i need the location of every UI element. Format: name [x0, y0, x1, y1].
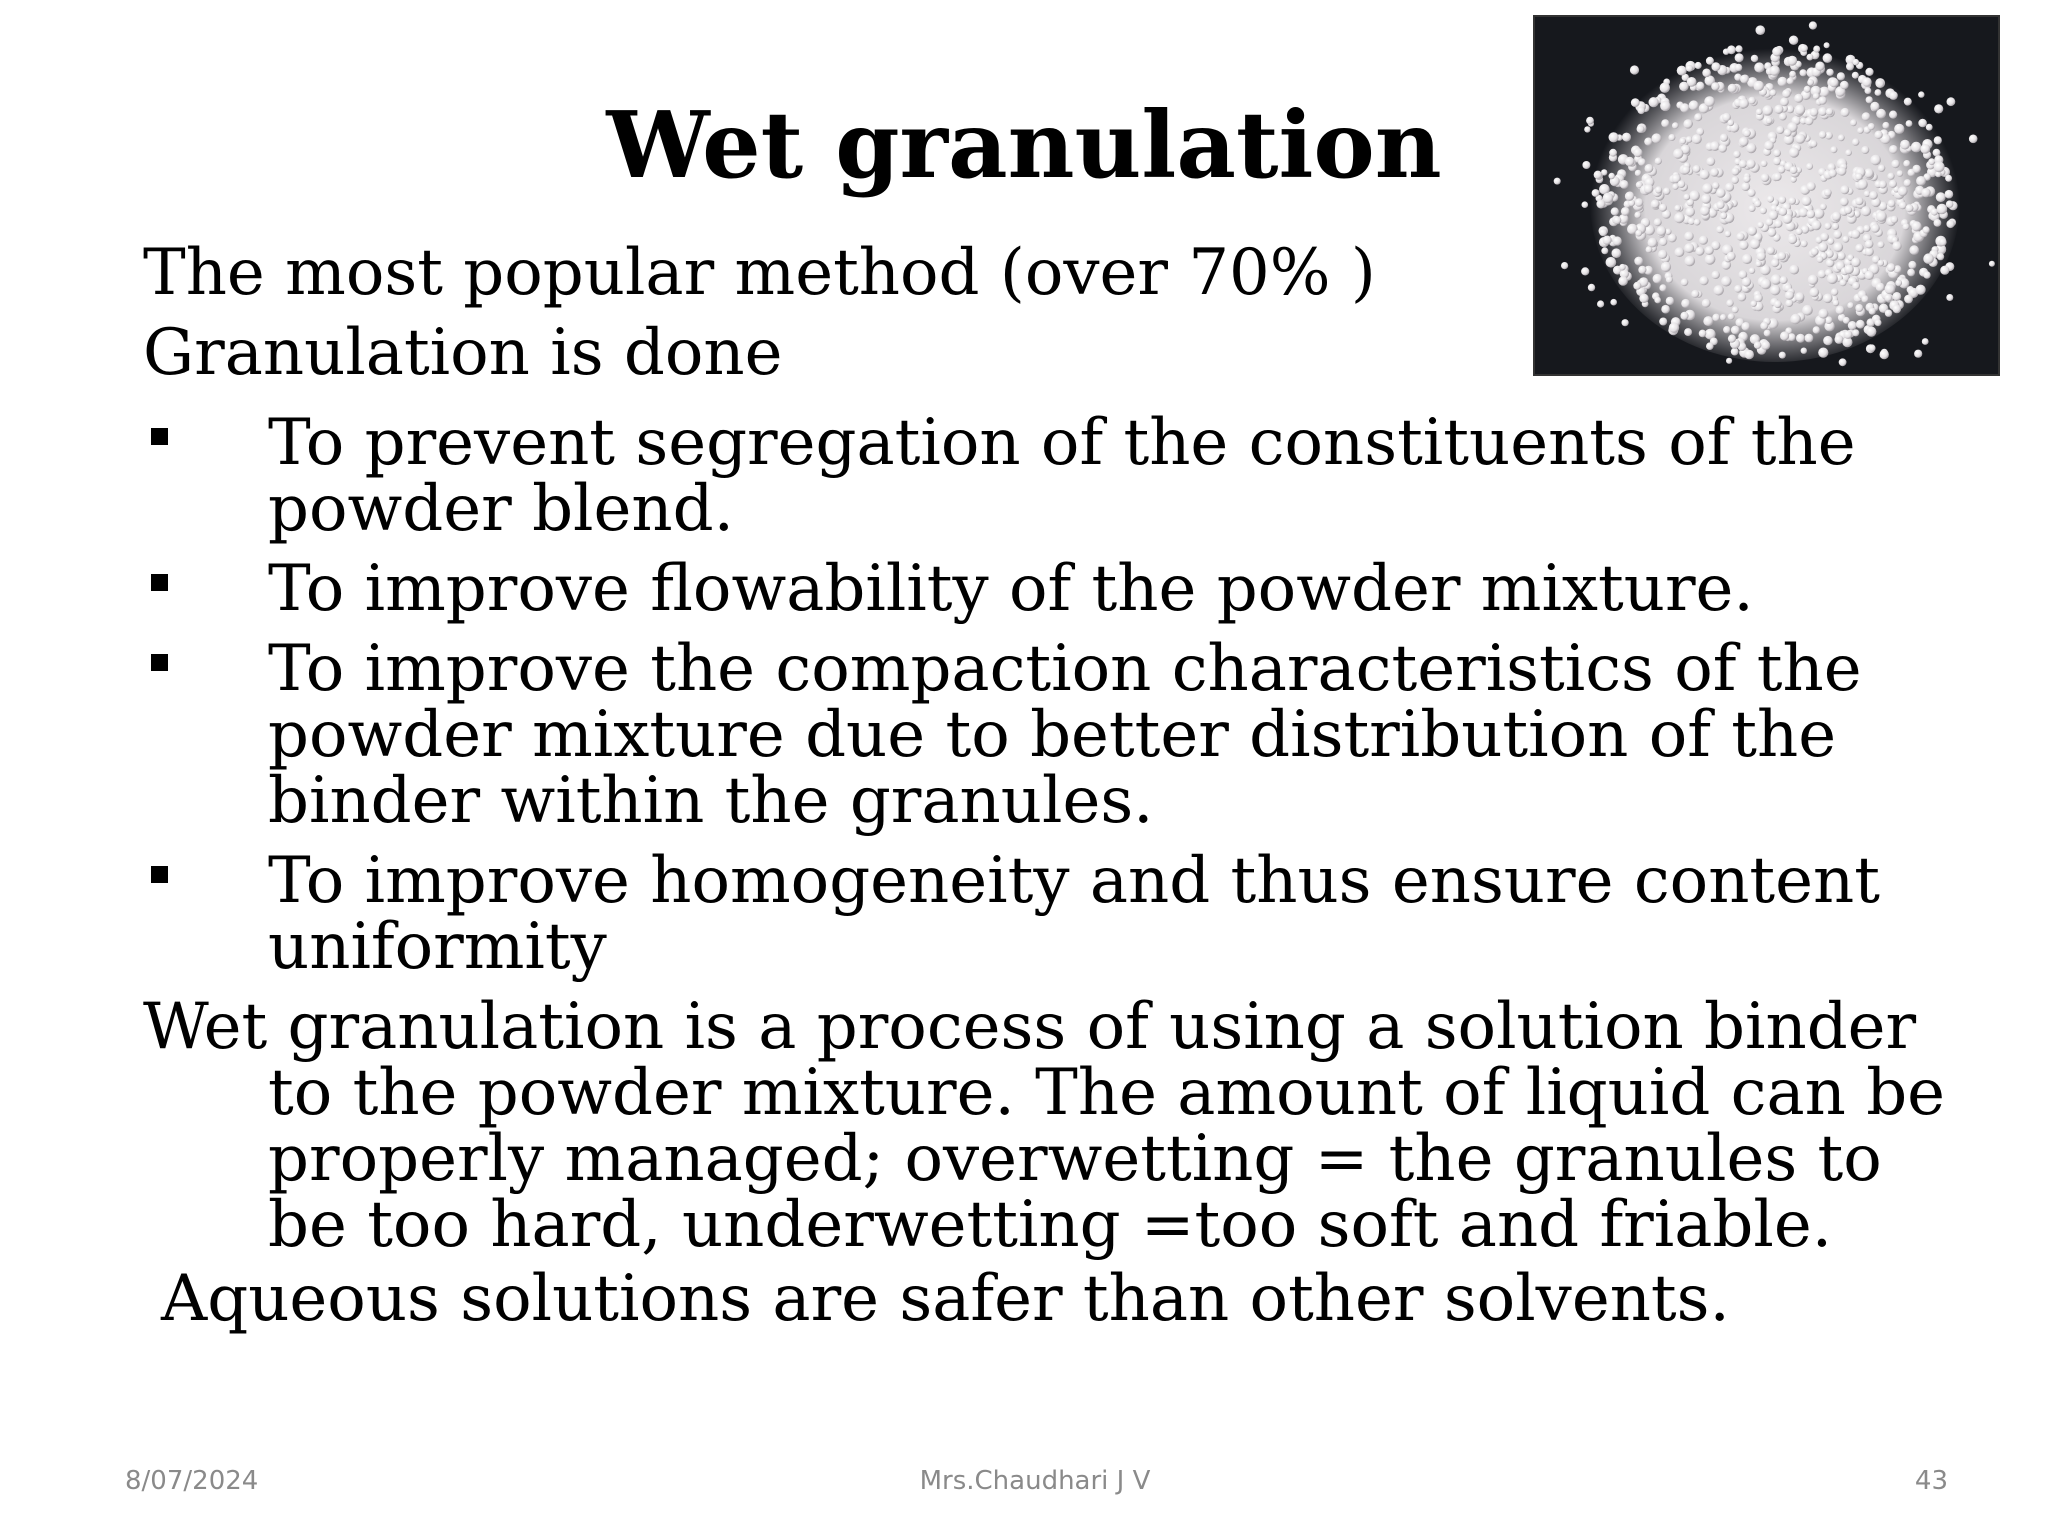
square-bullet-icon — [151, 654, 168, 671]
bullet-text: To prevent segregation of the constituents of the powder blend. — [268, 406, 1856, 546]
bullet-item-flowability — [143, 552, 1963, 626]
bullet-text: To improve homogeneity and thus ensure content uniformity — [268, 844, 1880, 984]
closing-statement: Aqueous solutions are safer than other solvents. — [161, 1262, 1730, 1336]
bullet-text: To improve the compaction characteristics of the powder mixture due to better distribution of the binder within the granules. — [268, 632, 1862, 838]
slide-body — [143, 236, 1963, 1336]
bullet-item-compaction — [143, 632, 1963, 838]
square-bullet-icon — [151, 428, 168, 445]
footer-author: Mrs.Chaudhari J V — [919, 1466, 1151, 1496]
wet-granulation-paragraph: Wet granulation is a process of using a solution binder to the powder mixture. The amount of liquid can be properly managed; overwetting = the granules to be too hard, underwetting =too soft and friable. — [143, 990, 1946, 1262]
square-bullet-icon — [151, 866, 168, 883]
slide-title: Wet granulation — [606, 91, 1442, 199]
square-bullet-icon — [151, 574, 168, 591]
intro-line-popular-method: The most popular method (over 70% ) — [143, 236, 1376, 310]
bullet-text: To improve flowability of the powder mixture. — [268, 552, 1754, 626]
bullet-item-homogeneity — [143, 844, 1963, 984]
bullet-item-segregation — [143, 406, 1963, 546]
slide-number: 43 — [1914, 1466, 1948, 1496]
intro-line-granulation-done: Granulation is done — [143, 316, 783, 390]
footer-date: 8/07/2024 — [125, 1466, 259, 1496]
